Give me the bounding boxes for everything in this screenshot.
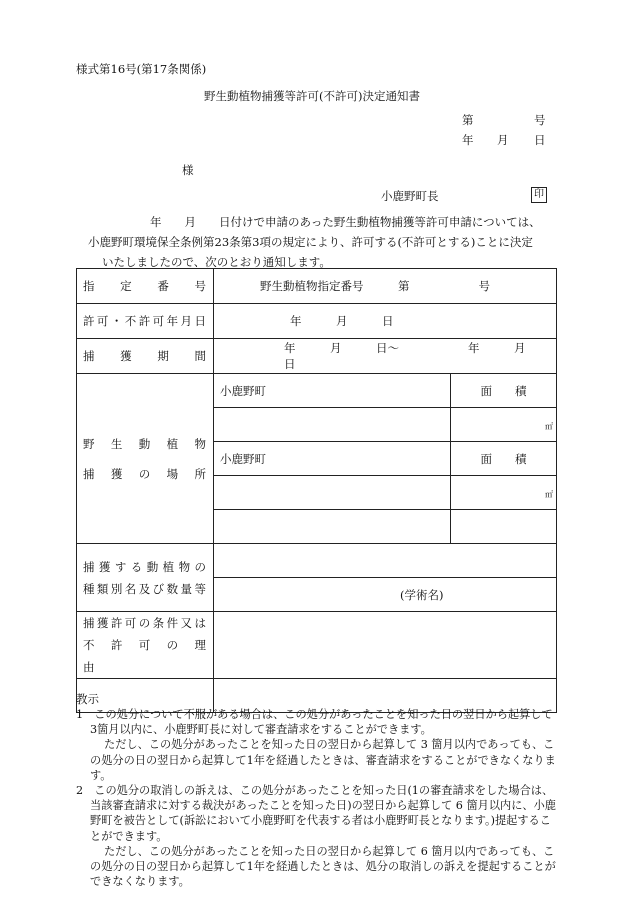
species-label-line1: 捕獲する動植物の: [83, 559, 207, 574]
capture-period-label: 捕 獲 期 間: [77, 339, 214, 374]
intro-line-2: 小鹿野町環境保全条例第23条第3項の規定により、許可する(不許可とする)ことに決定: [88, 235, 533, 249]
note-1: 1 この処分について不服がある場合は、この処分があったことを知った日の翌日から起算して3箇月以内に、小鹿野町長に対して審査請求をすることができます。: [76, 708, 553, 737]
location-2-detail: [214, 476, 451, 510]
capture-location-label-line2: 捕 獲 の 場 所: [83, 466, 207, 481]
notes-heading: 教示: [76, 692, 99, 706]
addressee-honorific: 様: [182, 163, 194, 177]
condition-value: [214, 612, 557, 679]
note-2: 2 この処分の取消しの訴えは、この処分があったことを知った日(1の審査請求をした場合は、当該審査請求に対する裁決があったことを知った日)の翌日から起算して 6 箇月以内に、小鹿野町を被告として(訴訟において小鹿野町を代表する者は小鹿野町長となります。)提起することができます。: [76, 784, 556, 843]
intro-line-1: 年 月 日付けで申請のあった野生動植物捕獲等許可申請については、: [150, 215, 541, 229]
species-label: [77, 544, 214, 612]
species-value: [214, 544, 557, 578]
condition-label-line1: 捕獲許可の条件又は: [83, 616, 207, 630]
capture-location-label-line1: 野 生 動 植 物: [83, 436, 207, 451]
species-label-line2: 種類別名及び数量等: [83, 581, 207, 596]
permit-form-table: [76, 268, 560, 713]
designation-number-label: 指 定 番 号: [77, 269, 214, 304]
location-2-extra: [214, 510, 451, 544]
form-number: 様式第16号(第17条関係): [76, 62, 207, 76]
location-2-area-label: 面 積: [451, 442, 557, 476]
note-1-proviso: ただし、この処分があったことを知った日の翌日から起算して 3 箇月以内であっても、この処分の日の翌日から起算して1年を経過したときは、審査請求をすることができなくなります。: [90, 738, 556, 782]
capture-location-label: [77, 374, 214, 544]
location-2-area-unit: ㎡: [451, 476, 557, 510]
intro-line-3: いたしましたので、次のとおり通知します。: [102, 255, 331, 269]
doc-date-day: 日: [534, 133, 546, 147]
capture-period-value: 年 月 日〜 年 月 日: [214, 339, 557, 374]
location-1-area-unit: ㎡: [451, 408, 557, 442]
note-2-proviso: ただし、この処分があったことを知った日の翌日から起算して 6 箇月以内であっても、この処分の日の翌日から起算して1年を経過したときは、処分の取消しの訴えを提起することができなくなります。: [90, 844, 556, 889]
notes-body: [76, 707, 558, 889]
doc-no-prefix: 第: [462, 113, 474, 127]
location-2-area-value: [451, 510, 557, 544]
location-1-detail: [214, 408, 451, 442]
condition-label-line2: 不 許 可 の 理 由: [83, 638, 220, 674]
document-title: 野生動植物捕獲等許可(不許可)決定通知書: [204, 89, 420, 103]
doc-no-suffix: 号: [534, 113, 546, 127]
permit-date-label: 許可・不許可年月日: [77, 304, 214, 339]
location-1-town: 小鹿野町: [214, 374, 451, 408]
doc-date-year: 年: [462, 133, 474, 147]
location-1-area-label: 面 積: [451, 374, 557, 408]
doc-date-month: 月: [497, 133, 509, 147]
scientific-name: (学術名): [214, 578, 557, 612]
seal-mark: 印: [531, 187, 547, 203]
location-2-town: 小鹿野町: [214, 442, 451, 476]
designation-number-value: 野生動植物指定番号 第 号: [214, 269, 557, 304]
issuer-name: 小鹿野町長: [381, 189, 439, 203]
condition-label: [77, 612, 220, 679]
permit-date-value: 年 月 日: [214, 304, 557, 339]
